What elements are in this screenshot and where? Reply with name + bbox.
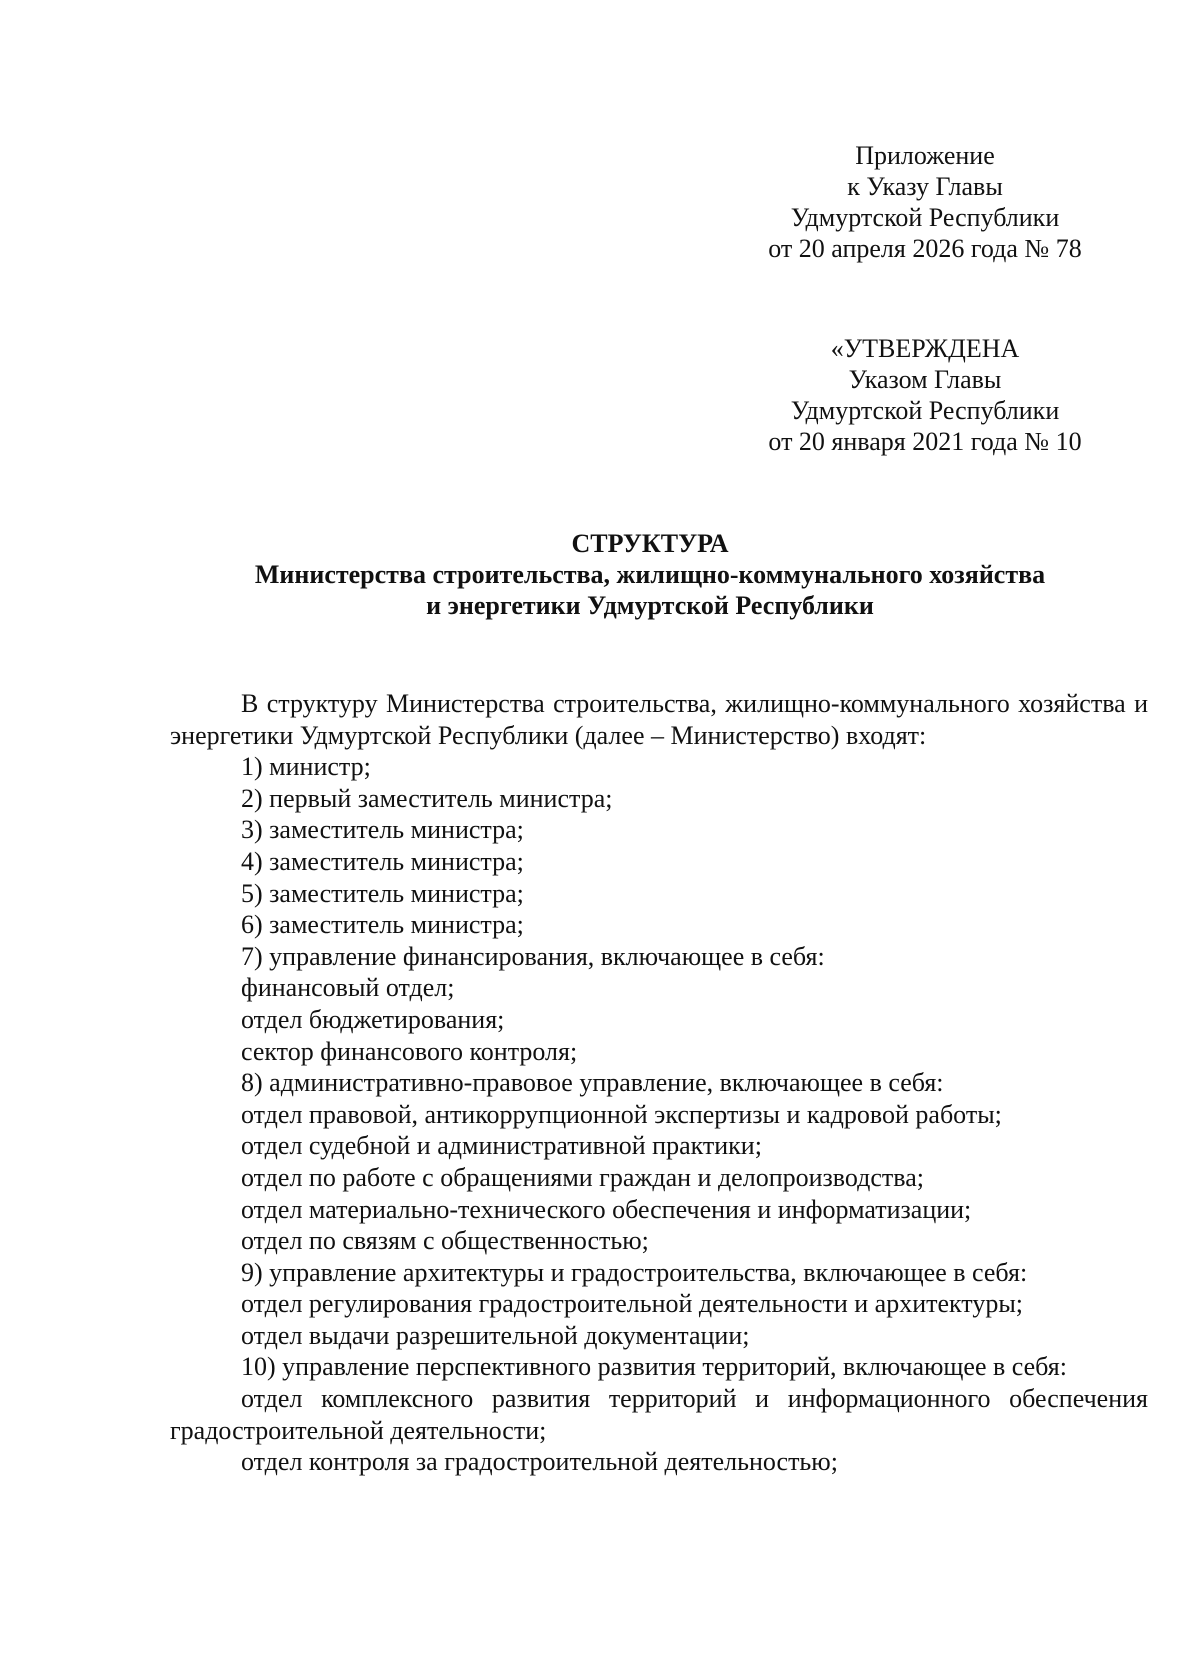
- appendix-line-3: Удмуртской Республики: [790, 203, 1060, 232]
- list-item: 9) управление архитектуры и градостроительства, включающее в себя:: [241, 1257, 1028, 1287]
- list-item: отдел комплексного развития территорий и информационного обеспечения градостроительной деятельности;: [170, 1384, 1148, 1445]
- list-item: 5) заместитель министра;: [241, 878, 524, 908]
- list-item: 10) управление перспективного развития территорий, включающее в себя:: [241, 1352, 1067, 1382]
- list-item: отдел регулирования градостроительной деятельности и архитектуры;: [241, 1289, 1024, 1319]
- appendix-line-2: к Указу Главы: [847, 172, 1003, 201]
- list-item: 2) первый заместитель министра;: [241, 783, 613, 813]
- approved-line-4: от 20 января 2021 года № 10: [768, 427, 1082, 456]
- document-body: [170, 688, 1148, 1478]
- appendix-line-4: от 20 апреля 2026 года № 78: [768, 234, 1082, 263]
- list-item: отдел судебной и административной практики;: [241, 1131, 762, 1161]
- list-item: отдел правовой, антикоррупционной экспертизы и кадровой работы;: [241, 1099, 1002, 1129]
- document-title: [160, 528, 1140, 621]
- list-item: отдел материально-технического обеспечения и информатизации;: [241, 1194, 972, 1224]
- approval-stamp-text: [730, 333, 1120, 457]
- list-item: отдел контроля за градостроительной деятельностью;: [241, 1447, 838, 1477]
- list-item: 6) заместитель министра;: [241, 910, 524, 940]
- approved-line-2: Указом Главы: [848, 365, 1002, 394]
- list-item: 3) заместитель министра;: [241, 815, 524, 845]
- list-item: сектор финансового контроля;: [241, 1036, 578, 1066]
- list-item: отдел бюджетирования;: [241, 1004, 505, 1034]
- list-item: 8) административно-правовое управление, включающее в себя:: [241, 1068, 944, 1098]
- title-heading: СТРУКТУРА: [571, 529, 729, 558]
- title-line-2: и энергетики Удмуртской Республики: [426, 591, 874, 620]
- title-line-1: Министерства строительства, жилищно-коммунального хозяйства: [254, 560, 1046, 589]
- list-item: отдел выдачи разрешительной документации;: [241, 1320, 750, 1350]
- list-item: отдел по работе с обращениями граждан и делопроизводства;: [241, 1162, 924, 1192]
- list-item: 1) министр;: [241, 752, 371, 782]
- list-item: отдел по связям с общественностью;: [241, 1226, 649, 1256]
- appendix-line-1: Приложение: [855, 141, 995, 170]
- list-item: 4) заместитель министра;: [241, 846, 524, 876]
- approved-line-3: Удмуртской Республики: [790, 396, 1060, 425]
- approved-line-1: «УТВЕРЖДЕНА: [830, 334, 1020, 363]
- list-item: финансовый отдел;: [241, 973, 455, 1003]
- list-item: 7) управление финансирования, включающее в себя:: [241, 941, 825, 971]
- appendix-header: [730, 140, 1120, 264]
- intro-paragraph: В структуру Министерства строительства, жилищно-коммунального хозяйства и энергетики Удмуртской Республики (далее – Министерство) входят:: [170, 689, 1148, 750]
